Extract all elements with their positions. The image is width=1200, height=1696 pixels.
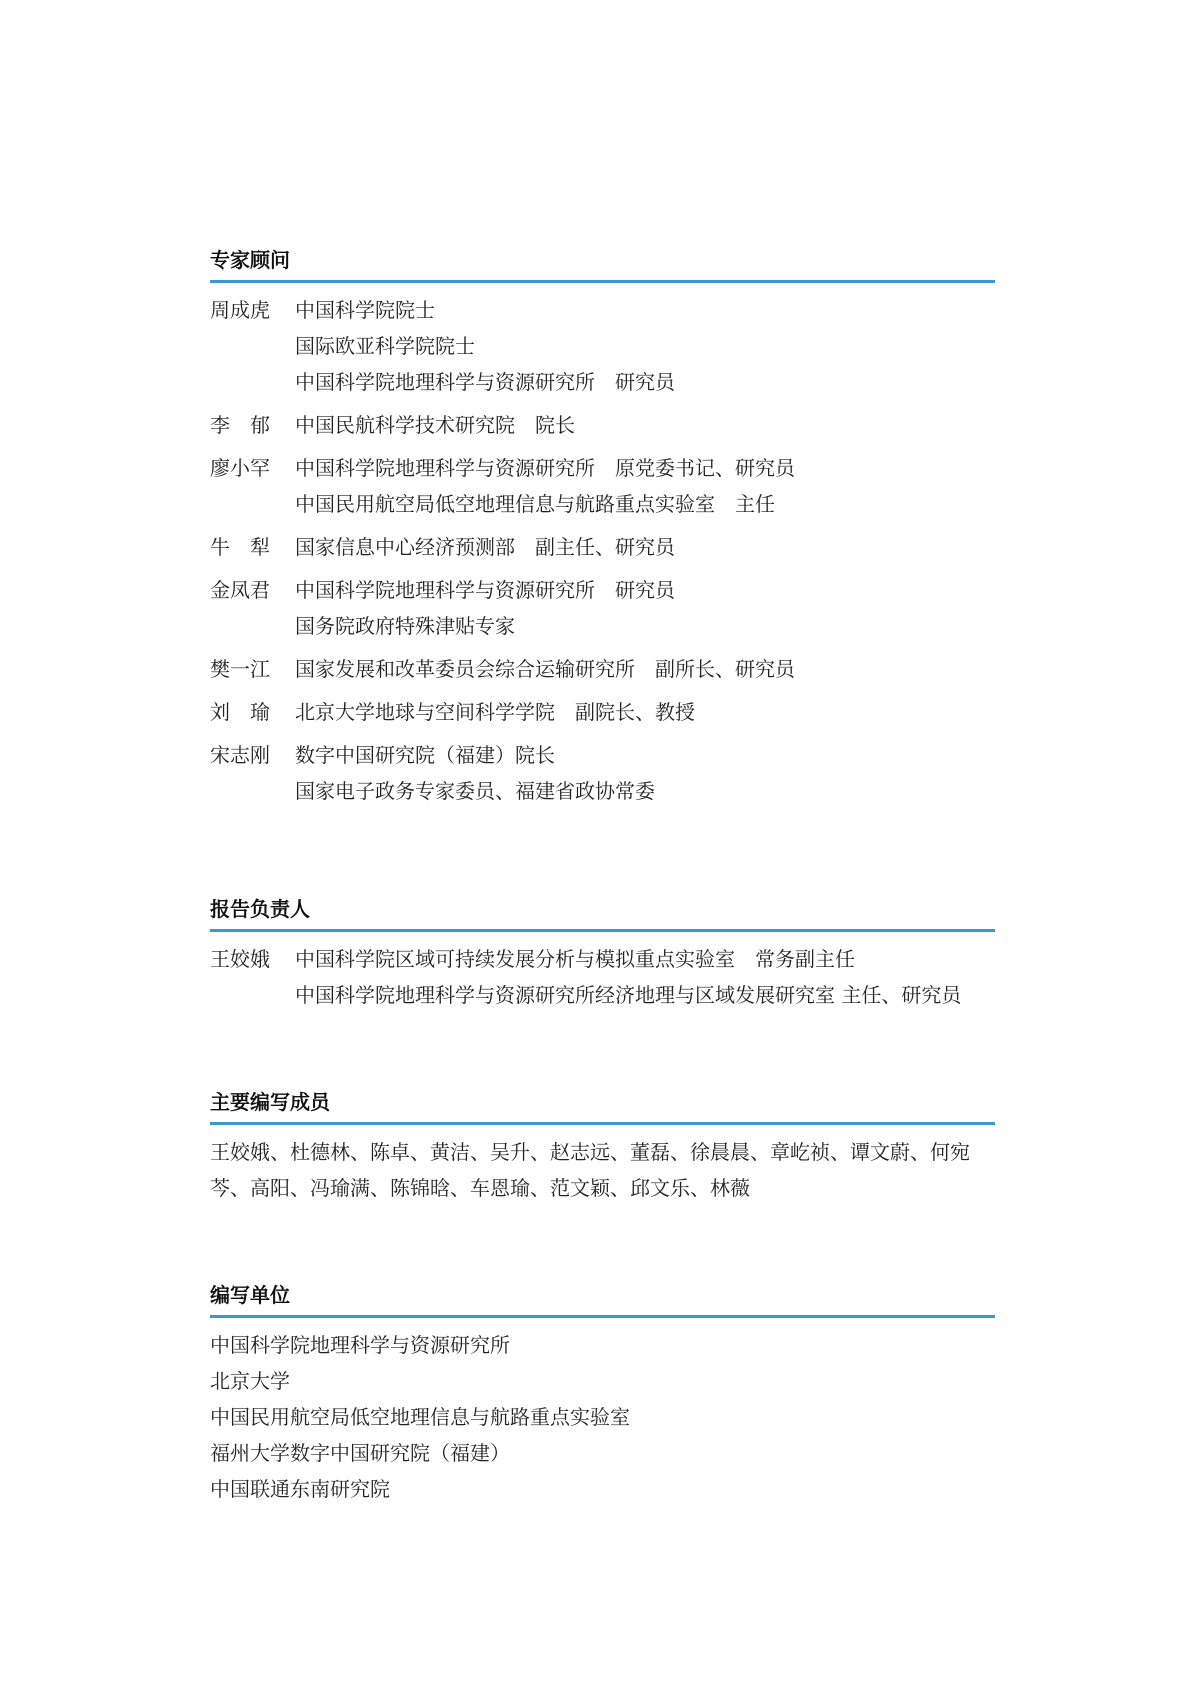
leader-list [210,941,995,1013]
section-divider [210,1122,995,1125]
affiliation-line: 中国科学院区域可持续发展分析与模拟重点实验室 常务副主任 [295,947,855,971]
section-main-authors [210,1090,995,1206]
affiliation-line: 国家信息中心经济预测部 副主任、研究员 [295,535,675,559]
person-name: 王姣娥 [210,947,270,971]
unit-list [210,1327,995,1507]
person-affiliations [295,292,675,400]
section-divider [210,929,995,932]
person-affiliations [295,529,675,565]
person-name: 廖小罕 [210,456,270,480]
section-divider [210,280,995,283]
person-entry [210,572,995,644]
person-affiliations [295,651,795,687]
person-name: 周成虎 [210,298,270,322]
affiliation-line: 国家发展和改革委员会综合运输研究所 副所长、研究员 [295,657,795,681]
person-affiliations [295,572,675,644]
person-affiliations [295,407,575,443]
section-expert-advisors [210,248,995,816]
section-writing-units [210,1283,995,1507]
unit-item: 中国科学院地理科学与资源研究所 [210,1333,510,1357]
affiliation-line: 中国科学院地理科学与资源研究所 研究员 [295,578,675,602]
section-divider [210,1315,995,1318]
person-entry [210,407,995,443]
unit-item: 福州大学数字中国研究院（福建） [210,1441,510,1465]
author-line: 芩、高阳、冯瑜满、陈锦晗、车恩瑜、范文颖、邱文乐、林薇 [210,1176,750,1200]
person-entry [210,450,995,522]
person-name: 金凤君 [210,578,270,602]
person-affiliations [295,694,695,730]
affiliation-line: 中国科学院地理科学与资源研究所 原党委书记、研究员 [295,456,795,480]
person-entry [210,529,995,565]
author-line: 王姣娥、杜德林、陈卓、黄洁、吴升、赵志远、董磊、徐晨晨、章屹祯、谭文蔚、何宛 [210,1140,970,1164]
person-name: 刘 瑜 [210,700,270,724]
person-name: 李 郁 [210,413,270,437]
section-title: 专家顾问 [210,248,290,272]
affiliation-line: 中国科学院地理科学与资源研究所 研究员 [295,370,675,394]
section-report-leader [210,897,995,1020]
section-title: 编写单位 [210,1283,290,1307]
affiliation-line: 中国民航科学技术研究院 院长 [295,413,575,437]
unit-item: 中国民用航空局低空地理信息与航路重点实验室 [210,1405,630,1429]
unit-item: 中国联通东南研究院 [210,1477,390,1501]
section-title: 报告负责人 [210,897,310,921]
author-list [210,1134,995,1206]
affiliation-line: 中国民用航空局低空地理信息与航路重点实验室 主任 [295,492,775,516]
person-affiliations [295,450,795,522]
person-name: 牛 犁 [210,535,270,559]
advisor-list [210,292,995,809]
section-title: 主要编写成员 [210,1090,330,1114]
person-entry [210,292,995,400]
person-name: 樊一江 [210,657,270,681]
affiliation-line: 国务院政府特殊津贴专家 [295,614,515,638]
affiliation-line: 数字中国研究院（福建）院长 [295,743,555,767]
affiliation-line: 中国科学院院士 [295,298,435,322]
affiliation-line: 国际欧亚科学院院士 [295,334,475,358]
person-entry [210,651,995,687]
person-entry [210,941,995,1013]
affiliation-line: 国家电子政务专家委员、福建省政协常委 [295,779,655,803]
unit-item: 北京大学 [210,1369,290,1393]
person-name: 宋志刚 [210,743,270,767]
person-entry [210,694,995,730]
person-affiliations [295,941,961,1013]
affiliation-line: 中国科学院地理科学与资源研究所经济地理与区域发展研究室 主任、研究员 [295,983,962,1007]
affiliation-line: 北京大学地球与空间科学学院 副院长、教授 [295,700,695,724]
person-entry [210,737,995,809]
person-affiliations [295,737,655,809]
